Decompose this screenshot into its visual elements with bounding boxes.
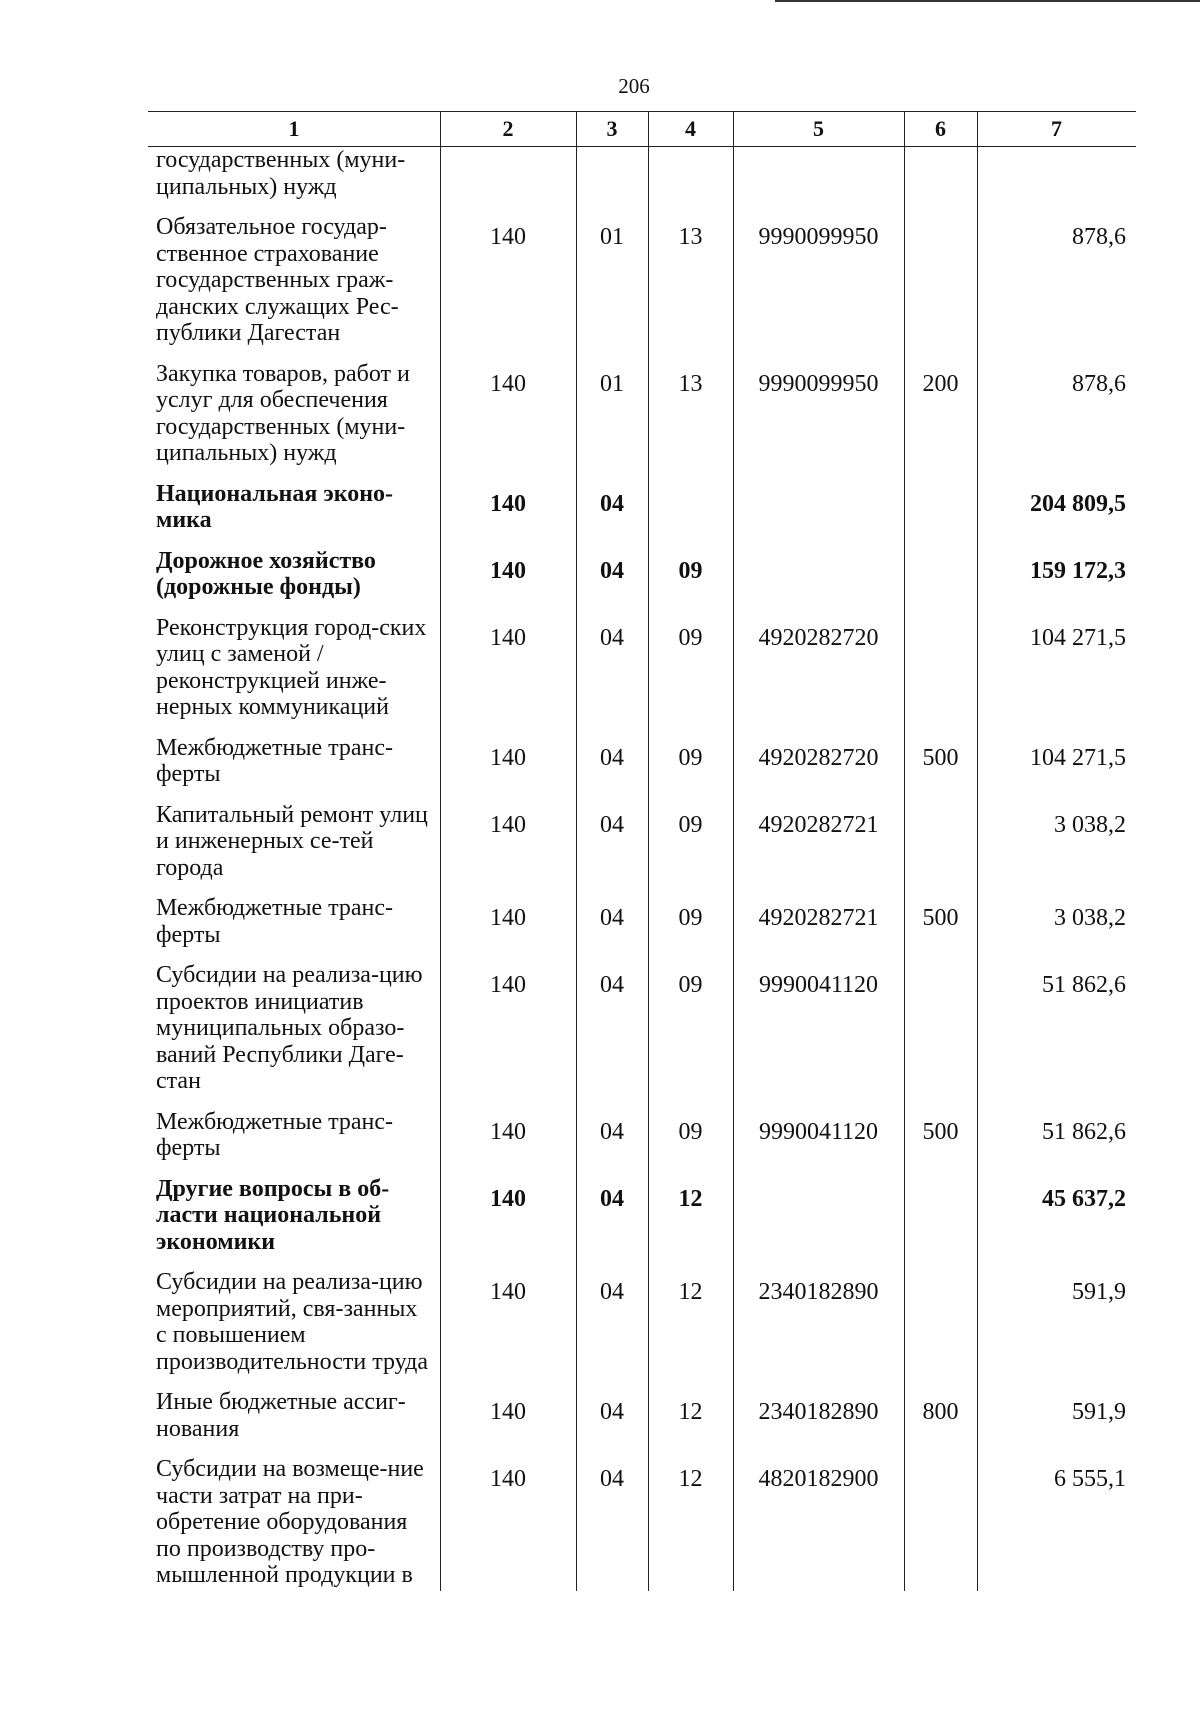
cell-subsection: 09	[678, 1118, 703, 1145]
row-name: Субсидии на реализа-цию мероприятий, свя-занных с повышением производительности труда	[156, 1269, 429, 1375]
cell-expense-type	[904, 1267, 977, 1387]
cell-ministry-code: 140	[490, 972, 526, 998]
cell-expense-type	[904, 546, 977, 613]
table-row	[148, 613, 1136, 733]
cell-expense-type: 500	[922, 905, 959, 931]
cell-expense-type: 800	[922, 1399, 959, 1425]
row-name: Национальная эконо-мика	[156, 480, 394, 533]
cell-amount: 204 809,5	[1030, 490, 1126, 517]
cell-subsection: 12	[678, 1399, 703, 1425]
cell-section: 04	[600, 490, 624, 517]
cell-section: 04	[600, 811, 624, 838]
cell-ministry-code: 140	[490, 1399, 526, 1425]
cell-amount: 104 271,5	[1030, 624, 1126, 651]
cell-section: 04	[600, 744, 624, 771]
table-row	[148, 960, 1136, 1107]
header-col-2: 2	[502, 115, 514, 141]
cell-section	[576, 146, 648, 212]
cell-expense-type	[904, 613, 977, 733]
cell-amount: 3 038,2	[1054, 905, 1126, 931]
table-row	[148, 212, 1136, 359]
header-row	[148, 111, 1136, 146]
cell-section: 04	[600, 1118, 624, 1145]
table-row	[148, 893, 1136, 960]
budget-table-grid	[148, 111, 1136, 1601]
row-name: Дорожное хозяйство (дорожные фонды)	[156, 547, 376, 600]
cell-section: 04	[600, 1399, 624, 1425]
header-col-4: 4	[685, 115, 696, 141]
row-name: Другие вопросы в об-ласти национальной экономики	[156, 1175, 390, 1255]
cell-subsection: 09	[678, 744, 703, 771]
cell-ministry-code: 140	[490, 1185, 526, 1212]
header-col-3: 3	[606, 115, 618, 141]
cell-expense-type: 200	[922, 370, 959, 397]
cell-target-article: 4920282720	[758, 744, 879, 771]
table-row	[148, 1107, 1136, 1174]
header-col-6: 6	[935, 115, 946, 141]
row-name: Межбюджетные транс-ферты	[156, 895, 394, 948]
cell-section: 04	[600, 905, 624, 931]
row-name: Закупка товаров, работ и услуг для обеспечения государственных (муни-ципальных) нужд	[156, 360, 410, 466]
cell-ministry-code: 140	[490, 811, 526, 838]
cell-ministry-code: 140	[490, 1466, 526, 1492]
cell-subsection: 09	[678, 624, 703, 651]
cell-target-article	[733, 1174, 904, 1268]
row-name: Реконструкция город-ских улиц с заменой / реконструкцией инже-нерных коммуникаций	[156, 614, 427, 720]
cell-subsection: 09	[678, 811, 703, 838]
cell-subsection: 09	[678, 557, 703, 584]
cell-expense-type	[904, 146, 977, 212]
row-name: Межбюджетные транс-ферты	[156, 734, 394, 787]
scan-edge-line	[775, 0, 1200, 2]
cell-expense-type: 500	[922, 744, 959, 771]
cell-amount: 591,9	[1072, 1279, 1126, 1305]
table-row	[148, 733, 1136, 800]
cell-ministry-code: 140	[490, 624, 526, 651]
table-row	[148, 1267, 1136, 1387]
cell-amount: 51 862,6	[1042, 972, 1126, 998]
cell-expense-type	[904, 479, 977, 546]
cell-subsection: 12	[678, 1279, 703, 1305]
cell-ministry-code: 140	[490, 1279, 526, 1305]
row-name: Субсидии на реализа-цию проектов инициатив муниципальных образо-ваний Республики Даге-стан	[156, 962, 423, 1094]
cell-ministry-code: 140	[490, 905, 526, 931]
cell-amount: 591,9	[1072, 1399, 1126, 1425]
table-row	[148, 479, 1136, 546]
cell-target-article: 2340182890	[758, 1399, 879, 1425]
header-col-1: 1	[288, 115, 300, 141]
header-col-7: 7	[1051, 115, 1062, 141]
table-row	[148, 1454, 1136, 1601]
cell-subsection: 09	[678, 972, 703, 998]
cell-expense-type	[904, 800, 977, 894]
cell-amount: 6 555,1	[1054, 1466, 1126, 1492]
cell-target-article	[733, 546, 904, 613]
cell-subsection: 13	[678, 370, 703, 397]
cell-target-article	[733, 146, 904, 212]
cell-section: 04	[600, 1466, 624, 1492]
cell-amount: 104 271,5	[1030, 744, 1126, 771]
cell-section: 01	[600, 370, 624, 397]
cell-ministry-code	[440, 146, 576, 212]
header-col-5: 5	[813, 115, 824, 141]
cell-subsection	[648, 479, 733, 546]
cell-amount: 878,6	[1072, 224, 1126, 250]
table-row	[148, 146, 1136, 212]
row-name: Обязательное государ-ственное страхование государственных граж-данских служащих Рес-публики Дагестан	[156, 214, 399, 346]
cell-ministry-code: 140	[490, 557, 526, 584]
cell-subsection	[648, 146, 733, 212]
cell-subsection: 13	[678, 224, 703, 250]
cell-ministry-code: 140	[490, 370, 526, 397]
cell-ministry-code: 140	[490, 744, 526, 771]
row-name: Капитальный ремонт улиц и инженерных се-тей города	[156, 801, 428, 881]
page-number: 206	[618, 74, 650, 98]
row-name: Межбюджетные транс-ферты	[156, 1108, 394, 1161]
table-row	[148, 1387, 1136, 1454]
table-row	[148, 800, 1136, 894]
cell-target-article: 9990099950	[758, 224, 879, 250]
cell-amount: 159 172,3	[1030, 557, 1126, 584]
cell-expense-type	[904, 960, 977, 1107]
cell-target-article: 9990041120	[758, 972, 879, 998]
cell-target-article: 4920282720	[758, 624, 879, 651]
cell-target-article: 2340182890	[758, 1279, 879, 1305]
cell-subsection: 09	[678, 905, 703, 931]
table-row	[148, 359, 1136, 479]
cell-section: 04	[600, 557, 624, 584]
cell-ministry-code: 140	[490, 1118, 526, 1145]
cell-section: 04	[600, 1185, 624, 1212]
table-row	[148, 546, 1136, 613]
cell-expense-type	[904, 1174, 977, 1268]
cell-target-article: 4820182900	[758, 1466, 879, 1492]
budget-table	[148, 111, 1136, 1591]
cell-section: 04	[600, 624, 624, 651]
cell-target-article: 9990099950	[758, 370, 879, 397]
cell-target-article: 9990041120	[758, 1118, 879, 1145]
cell-expense-type	[904, 1454, 977, 1601]
cell-amount: 51 862,6	[1042, 1118, 1126, 1145]
cell-expense-type: 500	[922, 1118, 959, 1145]
cell-section: 04	[600, 972, 624, 998]
cell-amount: 3 038,2	[1054, 811, 1126, 838]
cell-ministry-code: 140	[490, 490, 526, 517]
table-row	[148, 1174, 1136, 1268]
cell-section: 01	[600, 224, 624, 250]
cell-target-article	[733, 479, 904, 546]
cell-section: 04	[600, 1279, 624, 1305]
cell-target-article: 4920282721	[758, 905, 879, 931]
cell-amount: 878,6	[1072, 370, 1126, 397]
cell-amount	[977, 146, 1136, 212]
row-name: Иные бюджетные ассиг-нования	[156, 1389, 406, 1442]
cell-target-article: 4920282721	[758, 811, 879, 838]
cell-subsection: 12	[678, 1466, 703, 1492]
row-name: государственных (муни-ципальных) нужд	[156, 147, 406, 200]
cell-expense-type	[904, 212, 977, 359]
cell-subsection: 12	[678, 1185, 703, 1212]
cell-ministry-code: 140	[490, 224, 526, 250]
row-name: Субсидии на возмеще-ние части затрат на при-обретение оборудования по производству про-мышленной продукции в	[156, 1456, 424, 1588]
cell-amount: 45 637,2	[1042, 1185, 1126, 1212]
